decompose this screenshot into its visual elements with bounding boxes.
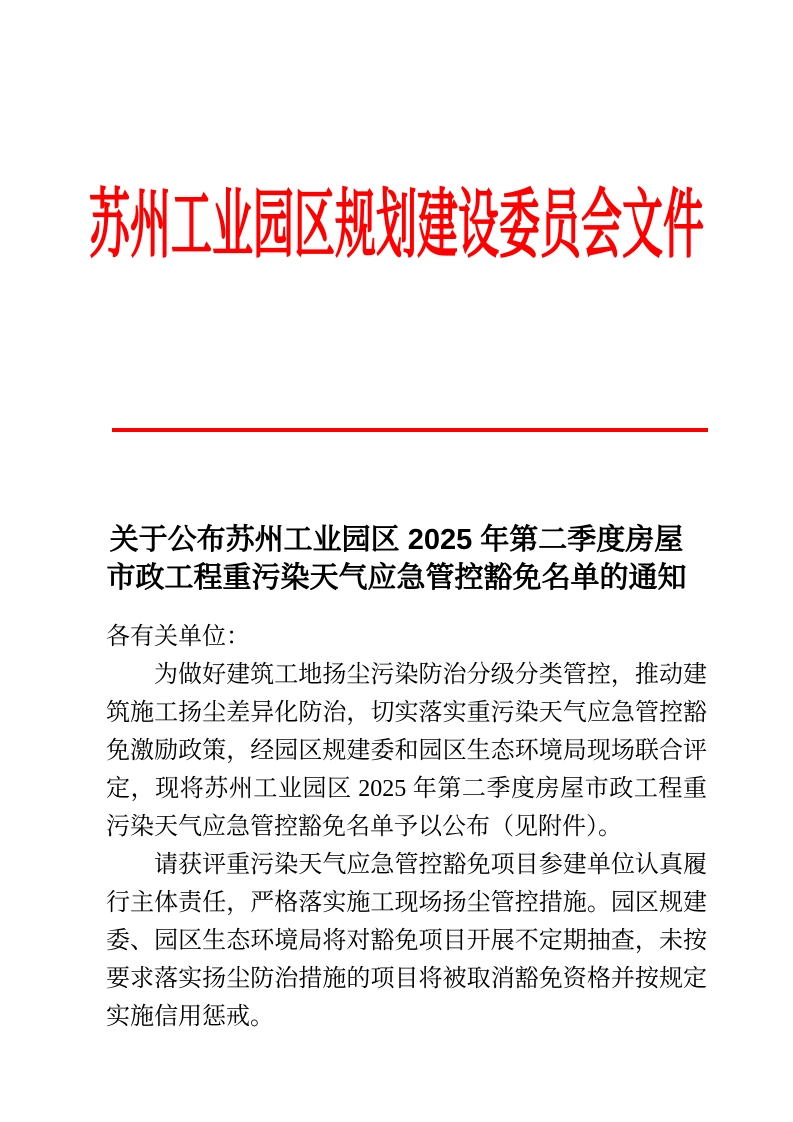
salutation: 各有关单位：: [106, 624, 250, 650]
red-divider-line: [112, 428, 708, 432]
issuing-authority-title: 苏州工业园区规划建设委员会文件: [89, 181, 704, 267]
document-title: [0, 521, 793, 597]
document-header-banner: [0, 150, 793, 300]
body-paragraph-1: 为做好建筑工地扬尘污染防治分级分类管控，推动建筑施工扬尘差异化防治，切实落实重污染天气应急管控豁免激励政策，经园区规建委和园区生态环境局现场联合评定，现将苏州工业园区 2025 年第二季度房屋市政工程重污染天气应急管控豁免名单予以公布（见附件）。: [106, 662, 707, 840]
document-title-line-2: 市政工程重污染天气应急管控豁免名单的通知: [106, 562, 687, 594]
document-title-line-1: 关于公布苏州工业园区 2025 年第二季度房屋: [109, 524, 684, 556]
body-paragraph-2: 请获评重污染天气应急管控豁免项目参建单位认真履行主体责任，严格落实施工现场扬尘管控措施。园区规建委、园区生态环境局将对豁免项目开展不定期抽查，未按要求落实扬尘防治措施的项目将被取消豁免资格并按规定实施信用惩戒。: [106, 852, 707, 1030]
document-body: [106, 618, 707, 1036]
